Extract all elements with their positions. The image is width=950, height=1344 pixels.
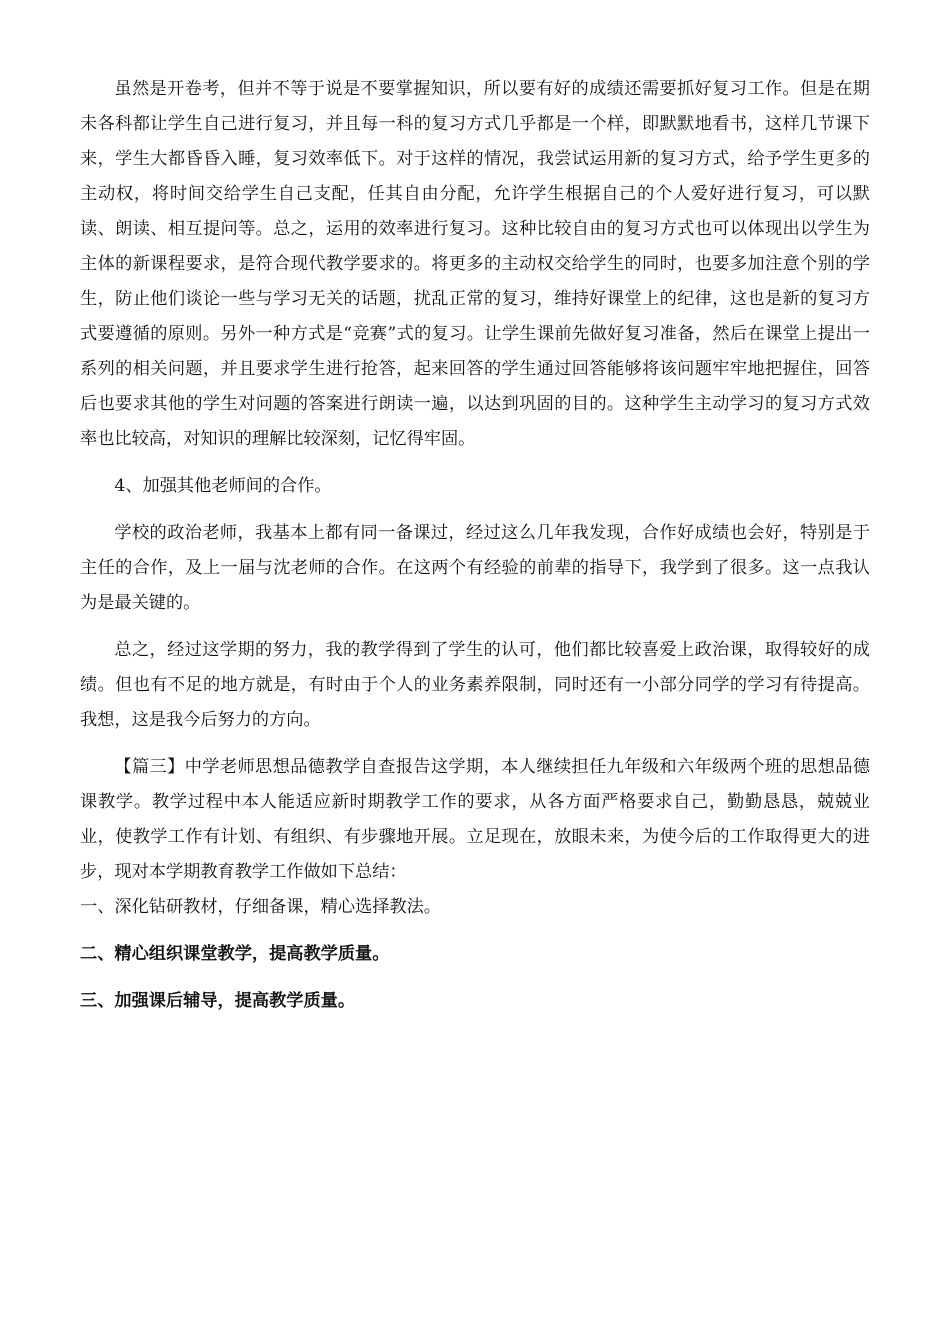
paragraph-review-methods: 虽然是开卷考，但并不等于说是不要掌握知识，所以要有好的成绩还需要抓好复习工作。但是在期未各科都让学生自己进行复习，并且每一科的复习方式几乎都是一个样，即默默地看书，这样几节课下来，学生大都昏昏入睡，复习效率低下。对于这样的情况，我尝试运用新的复习方式，给予学生更多的主动权，将时间交给学生自己支配，任其自由分配，允许学生根据自己的个人爱好进行复习，可以默读、朗读、相互提问等。总之，运用的效率进行复习。这种比较自由的复习方式也可以体现出以学生为主体的新课程要求，是符合现代教学要求的。将更多的主动权交给学生的同时，也要多加注意个别的学生，防止他们谈论一些与学习无关的话题，扰乱正常的复习，维持好课堂上的纪律，这也是新的复习方式要遵循的原则。另外一种方式是“竞赛”式的复习。让学生课前先做好复习准备，然后在课堂上提出一系列的相关问题，并且要求学生进行抢答，起来回答的学生通过回答能够将该问题牢牢地把握住，回答后也要求其他的学生对问题的答案进行朗读一遍，以达到巩固的目的。这种学生主动学习的复习方式效率也比较高，对知识的理解比较深刻，记忆得牢固。	[80, 79, 870, 449]
paragraph-part-three: 【篇三】中学老师思想品德教学自查报告这学期，本人继续担任九年级和六年级两个班的思想品德课教学。教学过程中本人能适应新时期教学工作的要求，从各方面严格要求自己，勤勤恳恳，兢兢业业，使教学工作有计划、有组织、有步骤地开展。立足现在，放眼未来，为使今后的工作取得更大的进步，现对本学期教育教学工作做如下总结：	[80, 757, 870, 882]
paragraph-cooperation-heading: 4、加强其他老师间的合作。	[114, 476, 332, 496]
list-item-two: 二、精心组织课堂教学，提高教学质量。	[80, 944, 390, 964]
list-item-one: 一、深化钻研教材，仔细备课，精心选择教法。	[80, 897, 441, 917]
paragraph-cooperation: 学校的政治老师，我基本上都有同一备课过，经过这么几年我发现，合作好成绩也会好，特别是于主任的合作，及上一届与沈老师的合作。在这两个有经验的前辈的指导下，我学到了很多。这一点我认为是最关键的。	[80, 523, 870, 613]
document-page	[80, 72, 870, 1031]
paragraph-summary: 总之，经过这学期的努力，我的教学得到了学生的认可，他们都比较喜爱上政治课，取得较好的成绩。但也有不足的地方就是，有时由于个人的业务素养限制，同时还有一小部分同学的学习有待提高。我想，这是我今后努力的方向。	[80, 640, 870, 730]
list-item-three: 三、加强课后辅导，提高教学质量。	[80, 991, 356, 1011]
